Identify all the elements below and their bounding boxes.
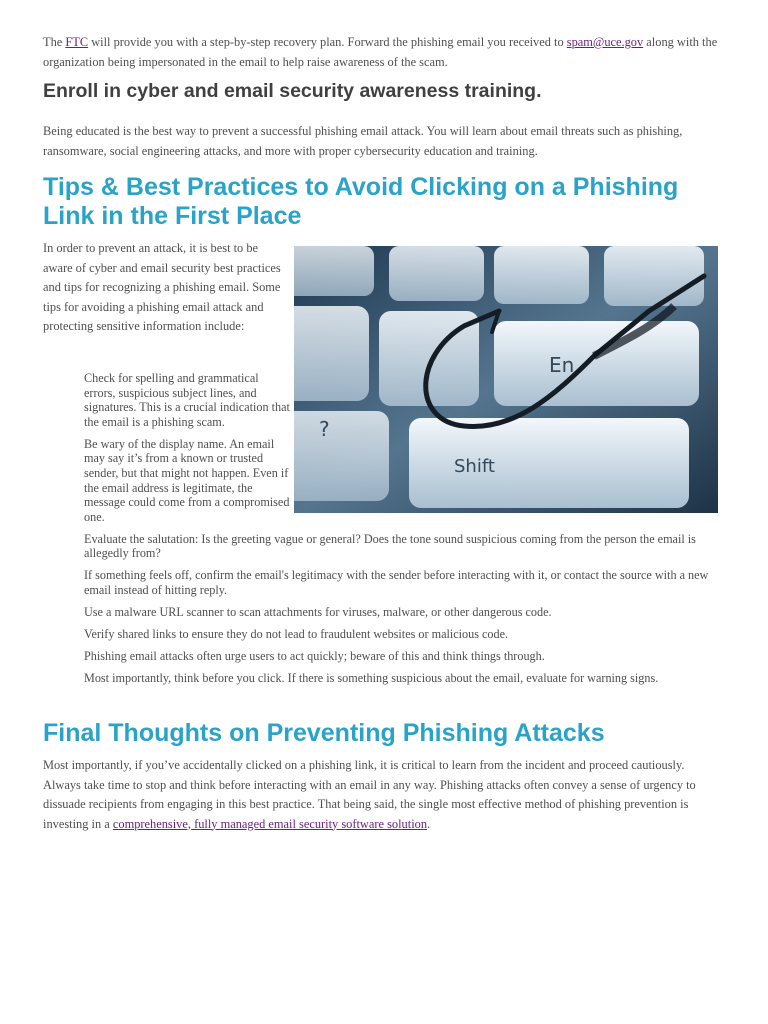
email-security-solution-link[interactable]: comprehensive, fully managed email security software solution [112, 816, 428, 831]
ftc-link[interactable]: FTC [65, 35, 89, 49]
tip-item: Evaluate the salutation: Is the greeting vague or general? Does the tone sound suspicious coming from the person the email is allegedly from? [84, 531, 696, 561]
shift-key-label: Shift [454, 456, 495, 477]
intro-text-2: will provide you with a step-by-step recovery plan. Forward the phishing email you received to [88, 35, 567, 49]
tip-item: Phishing email attacks often urge users to act quickly; beware of this and think things through. [84, 648, 545, 663]
question-key-label: ? [319, 417, 330, 441]
tip-item: Use a malware URL scanner to scan attachments for viruses, malware, or other dangerous code. [84, 604, 552, 619]
enter-key-label: En [549, 353, 575, 377]
tip-item: Check for spelling and grammatical errors, suspicious subject lines, and signatures. This is a crucial indication that the email is a phishing scam. [84, 371, 290, 429]
tip-item: Verify shared links to ensure they do not lead to fraudulent websites or malicious code. [84, 626, 509, 641]
tip-item: Most importantly, think before you click. If there is something suspicious about the email, evaluate for warning signs. [84, 670, 659, 685]
tip-item: Be wary of the display name. An email may say it’s from a known or trusted sender, but that might not happen. Even if the email address is legitimate, the message could come from a compromised one. [84, 436, 290, 524]
training-paragraph: Being educated is the best way to prevent a successful phishing email attack. You will learn about email threats such as phishing, ransomware, social engineering attacks, and more with proper cybersecurity education and training. [43, 124, 683, 158]
tips-list [84, 371, 720, 693]
intro-text-3: along with the organization being impersonated in the email to help raise awareness of the scam. [43, 35, 718, 69]
intro-text-1: The [43, 35, 66, 49]
training-heading: Enroll in cyber and email security awareness training. [43, 80, 542, 102]
final-thoughts-paragraph [43, 756, 723, 834]
tip-item: If something feels off, confirm the email's legitimacy with the sender before interacting with it, or contact the source with a new email instead of hitting reply. [84, 568, 709, 597]
final-thoughts-heading: Final Thoughts on Preventing Phishing Attacks [43, 719, 605, 747]
final-text: Most importantly, if you’ve accidentally clicked on a phishing link, it is critical to learn from the incident and proceed cautiously. Always take time to stop and think before interacting with an email in any way. Phishing attacks often convey a sense of urgency to dissuade recipients from engaging in this best practice. That being said, the single most effective method of phishing prevention is investing in a [43, 758, 696, 831]
tips-intro-paragraph: In order to prevent an attack, it is best to be aware of cyber and email security best practices and tips for recognizing a phishing email. Some tips for avoiding a phishing email attack and protecting sensitive information include: [43, 241, 281, 333]
final-period: . [427, 816, 431, 831]
intro-paragraph [43, 33, 723, 72]
tips-heading: Tips & Best Practices to Avoid Clicking on a Phishing Link in the First Place [43, 173, 679, 230]
spam-email-link[interactable]: spam@uce.gov [566, 35, 644, 49]
